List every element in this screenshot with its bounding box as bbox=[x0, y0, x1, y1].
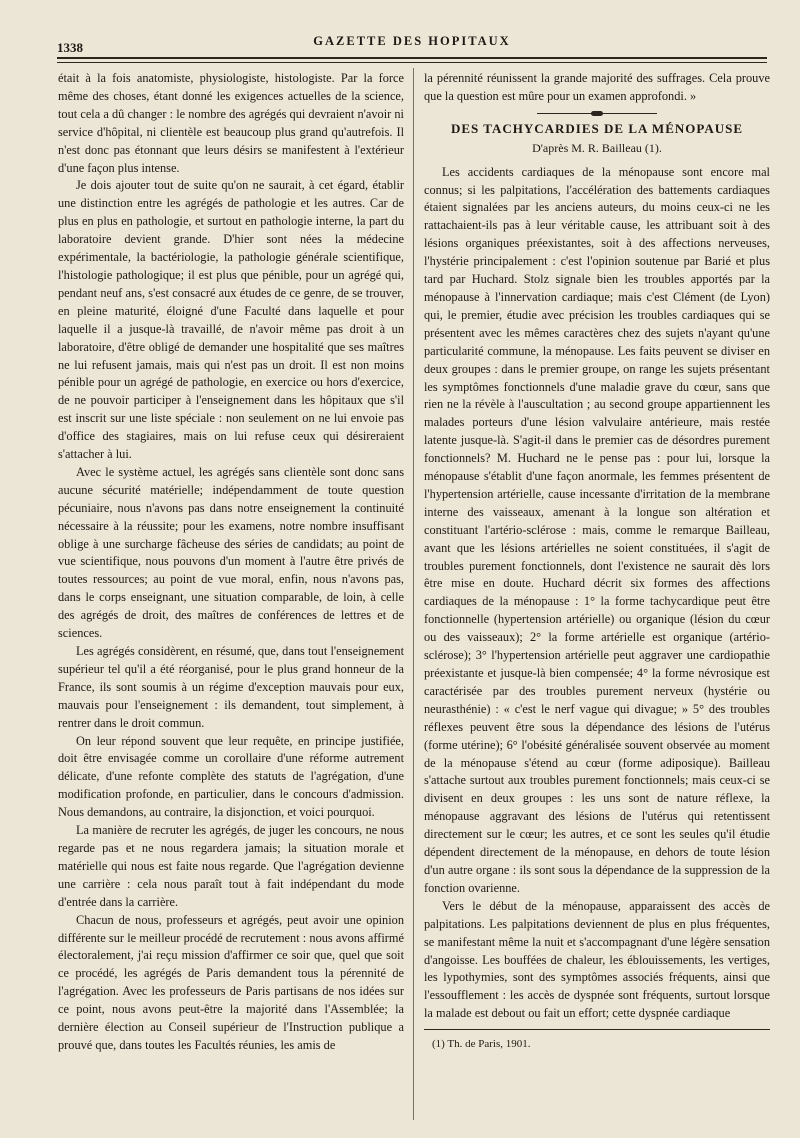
article-title: DES TACHYCARDIES DE LA MÉNOPAUSE bbox=[450, 120, 744, 136]
right-column bbox=[424, 70, 770, 1054]
left-paragraph-1: était à la fois anatomiste, physiologiste, histologiste. Par la force même des choses, étant donné les exigences actuelles de la science, tout cela a dû changer : le nombre des agrégés qui devraient n'avoir ni service d'hôpital, ni clientèle est beaucoup plus grand qu'autrefois. Il n'est donc pas étonnant que leurs désirs se manifestent à l'extérieur d'une façon plus intense. bbox=[58, 71, 404, 175]
left-paragraph-7: Chacun de nous, professeurs et agrégés, peut avoir une opinion différente sur le meilleur procédé de recrutement : nous avons affirmé électoralement, j'ai reçu mission d'affirmer ce soir que, quel que soit ce procédé, les agrégés de Paris demandent tous la pérennité de l'agrégation. Avec les professeurs de Paris partisans de nos idées sur ce point, nous avons peut-être la majorité dans l'Assemblée; la dernière élection au Conseil supérieur de l'Instruction publique a prouvé que, dans toutes les Facultés réunies, les amis de bbox=[58, 912, 404, 1052]
section-separator bbox=[537, 113, 657, 114]
right-intro-paragraph: la pérennité réunissent la grande majorité des suffrages. Cela prouve que la question est mûre pour un examen approfondi. » bbox=[424, 71, 770, 103]
header-rule-thick bbox=[57, 57, 767, 59]
page-header bbox=[57, 32, 767, 54]
article-byline: D'après M. R. Bailleau (1). bbox=[532, 140, 662, 155]
footnote: (1) Th. de Paris, 1901. bbox=[432, 1038, 531, 1051]
right-paragraph-2: Vers le début de la ménopause, apparaissent des accès de palpitations. Les palpitations deviennent de plus en plus fréquentes, se manifestant même la nuit et s'accompagnant d'une légère sensation d'angoisse. Les bouffées de chaleur, les éblouissements, les vertiges, les lypothymies, sont des symptômes associés fréquents, ainsi que l'essoufflement : les accès de dyspnée sont fréquents, surtout lorsque la malade est debout ou fait un effort; cette dyspnée cardiaque bbox=[424, 898, 770, 1021]
left-paragraph-2: Je dois ajouter tout de suite qu'on ne saurait, à cet égard, établir une distinction entre les agrégés de pathologie et les autres. Car de plus en plus en pathologie, et surtout en pathologie interne, la part du laboratoire devient grande. D'hier sont nées la médecine expérimentale, la bactériologie, la pathologie générale scientifique, l'histologie pathologique; il est plus que pénible, pour un agrégé qui, pendant neuf ans, s'est consacré aux études de ce genre, de se trouver, en pleine maturité, éloigné d'une Faculté dans laquelle et pour laquelle il a jusque-là travaillé, de n'avoir même pas droit à un laboratoire, d'être obligé de demander une hospitalité que ses maîtres ne lui refusent jamais, mais qui n'est pas un droit. Il est non moins pénible pour un agrégé de pathologie, en exercice ou hors d'exercice, de ne pouvoir participer à l'enseignement dans les hôpitaux que s'il est inscrit sur une liste spéciale : non seulement on ne lui envoie pas d'office des stagiaires, mais on lui refuse ceux qui désireraient s'attacher à lui. bbox=[58, 178, 404, 462]
left-paragraph-5: On leur répond souvent que leur requête, en principe justifiée, doit être envisagée comme un corollaire d'une réforme autrement délicate, d'une refonte complète des statuts de l'agrégation, d'une modification profonde, en particulier, dans le concours d'admission. Nous demandons, au contraire, la disjonction, et voici pourquoi. bbox=[58, 733, 404, 820]
left-paragraph-3: Avec le système actuel, les agrégés sans clientèle sont donc sans aucune sécurité matérielle; indépendamment de toute question pécuniaire, nous n'avons pas dans notre enseignement la continuité nécessaire à la réussite; pour les examens, notre nombre insuffisant oblige à une surcharge fâcheuse des séries de candidats; au point de vue scientifique, nous pouvons d'un moment à l'autre être privés de toutes ressources; au point de vue moral, enfin, nous n'avons pas, dans le corps enseignant, une situation comparable, de loin, à celle des agrégés de droit, des maîtres de conférences de lettres et de sciences. bbox=[58, 464, 404, 641]
footnote-rule bbox=[424, 1029, 770, 1030]
running-title: GAZETTE DES HOPITAUX bbox=[313, 34, 511, 48]
left-paragraph-4: Les agrégés considèrent, en résumé, que, dans tout l'enseignement supérieur tel qu'il a été réorganisé, pour le plus grand honneur de la France, ils sont soumis à un régime d'exception mauvais pour eux, mauvais pour l'enseignement : ils demandent, tout simplement, à rentrer dans le droit commun. bbox=[58, 644, 404, 730]
column-divider bbox=[413, 68, 414, 1120]
left-column bbox=[58, 70, 404, 1055]
right-paragraph-1: Les accidents cardiaques de la ménopause sont encore mal connus; si les palpitations, l'accélération des battements cardiaques étaient signalées par les anciens auteurs, du moins ceux-ci ne les rattachaient-ils pas à leur véritable cause, les attribuant soit à des lésions organiques préexistantes, soit à des affections nerveuses, l'hystérie principalement : c'est l'opinion soutenue par Barié et plus tard par Huchard. Stolz signale bien les troubles apportés par la ménopause à l'innervation cardiaque; mais c'est Clément (de Lyon) qui, le premier, étudie avec précision les troubles cardiaques qui se présentent avec les mêmes caractères chez des sujets n'ayant qu'une particularité commune, la ménopause. Les faits peuvent se diviser en deux groupes : dans le premier groupe, on range les sujets présentant les symptômes fonctionnels d'une maladie grave du cœur, sans que rien ne la révèle à l'auscultation ; au second groupe appartiennent les malades porteurs d'une lésion valvulaire antérieure, mais restée latente jusque-là. S'agit-il dans le premier cas de désordres purement fonctionnels? M. Huchard ne le pense pas : pour lui, lorsque la ménopause s'établit d'une façon anormale, les femmes présentent de l'hypertension artérielle, cause incessante d'irritation de la membrane interne des vaisseaux, amenant à la longue son altération et constituant l'artério-sclérose : mais, comme le remarque Bailleau, avant que les lésions artérielles ne soient constituées, il s'agit de troubles purement fonctionnels, dont l'existence ne saurait dès lors être mise en doute. Huchard décrit six formes des affections cardiaques de la ménopause : 1° la forme tachycardique peut être fonctionnelle (hypertension artérielle) ou organique (lésion du cœur ou des vaisseaux); 2° la forme artérielle est organique (artério-sclérose); 3° l'hypertension artérielle peut aggraver une cardiopathie préexistante et jusque-là bien compensée; 4° la forme névrosique est caractérisée par des troubles purement nerveux (hystérie ou neurasthénie) : « c'est le nerf vague qui divague; » 5° des troubles réflexes peuvent être sous la dépendance des lésions de l'utérus (forme utérine); 6° l'obésité généralisée souvent observée au moment de la ménopause s'étend au cœur (forme adiposique). Bailleau s'attache surtout aux troubles purement fonctionnels; mais ceux-ci se divisent en deux groupes : les uns sont de nature réflexe, la ménopause aggravant des lésions de l'utérus qui retentissent directement sur le cœur; les autres, et ce sont les seules qu'il étudie dépendent directement de la ménopause, en dehors de toute lésion d'un autre organe : ils sont sous la dépendance de la suppression de la fonction ovarienne. bbox=[424, 164, 770, 895]
header-rule-thin bbox=[57, 62, 767, 63]
page-number: 1338 bbox=[57, 40, 83, 55]
left-paragraph-6: La manière de recruter les agrégés, de juger les concours, ne nous regarde pas et ne nous regardera jamais; la situation morale et matérielle qui nous est faite nous regarde. Que l'agrégation devienne une carrière : cela nous paraît tout à fait indépendant du mode d'entrée dans la carrière. bbox=[58, 823, 404, 909]
